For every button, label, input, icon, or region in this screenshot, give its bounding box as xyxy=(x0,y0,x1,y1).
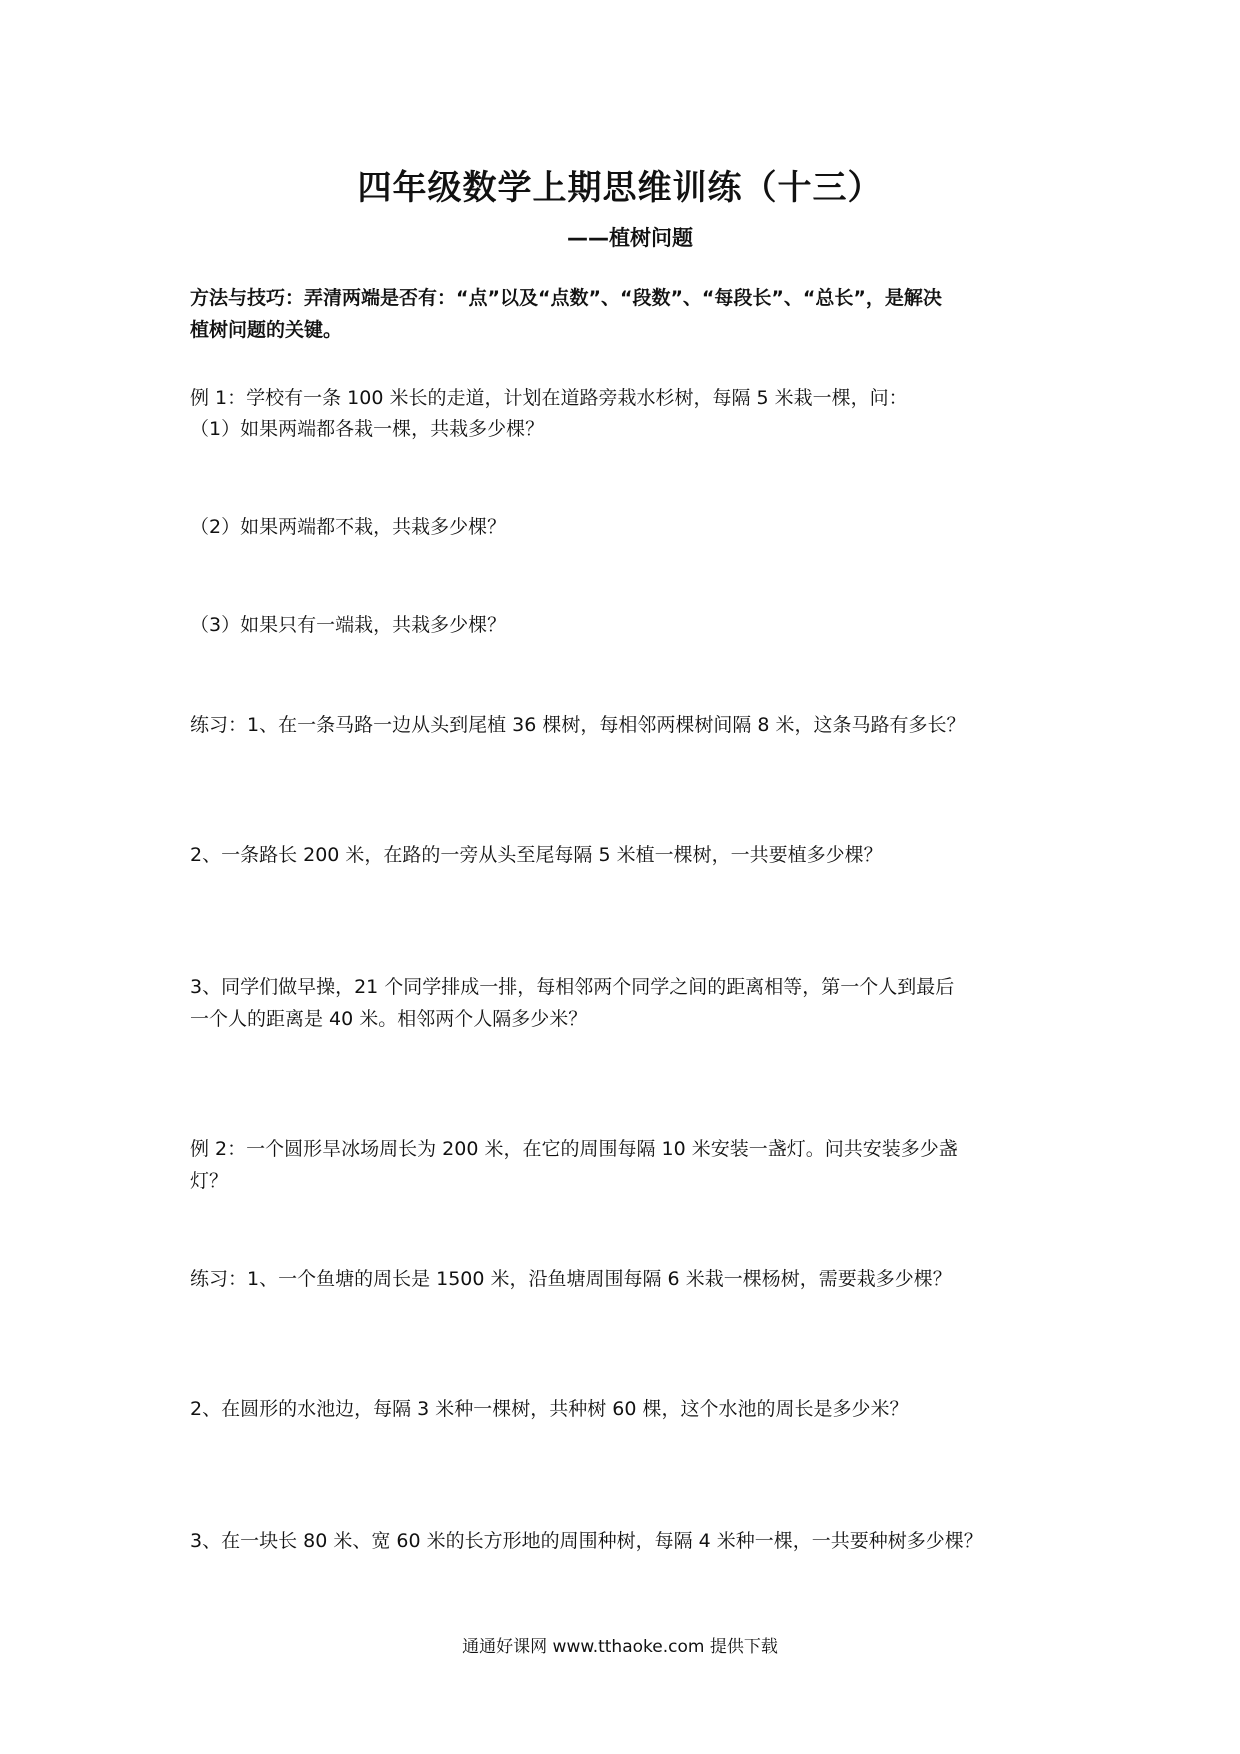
example2-line-1: 例 2：一个圆形旱冰场周长为 200 米，在它的周围每隔 10 米安装一盏灯。问共安装多少盏 xyxy=(190,1138,958,1160)
practice2-item-2: 2、在圆形的水池边，每隔 3 米种一棵树，共种树 60 棵，这个水池的周长是多少米？ xyxy=(190,1398,909,1420)
practice1-item-1: 练习：1、在一条马路一边从头到尾植 36 棵树，每相邻两棵树间隔 8 米，这条马路有多长？ xyxy=(190,714,966,736)
practice1-item-3-line-2: 一个人的距离是 40 米。相邻两个人隔多少米？ xyxy=(190,1008,588,1030)
page-subtitle: ——植树问题 xyxy=(567,226,693,250)
practice2-item-1: 练习：1、一个鱼塘的周长是 1500 米，沿鱼塘周围每隔 6 米栽一棵杨树，需要栽多少棵？ xyxy=(190,1268,952,1290)
method-line-1: 方法与技巧：弄清两端是否有：“点”以及“点数”、“段数”、“每段长”、“总长”，是解决 xyxy=(190,287,942,309)
page-title: 四年级数学上期思维训练（十三） xyxy=(357,168,883,208)
footer-source: 通通好课网 www.tthaoke.com 提供下载 xyxy=(462,1637,778,1657)
practice1-item-3-line-1: 3、同学们做早操，21 个同学排成一排，每相邻两个同学之间的距离相等，第一个人到最后 xyxy=(190,976,955,998)
example1-stem: 例 1：学校有一条 100 米长的走道，计划在道路旁栽水杉树，每隔 5 米栽一棵，问： xyxy=(190,387,908,409)
example2-line-2: 灯？ xyxy=(190,1170,229,1192)
example1-question-2: （2）如果两端都不栽，共栽多少棵？ xyxy=(190,516,507,538)
example1-question-1: （1）如果两端都各栽一棵，共栽多少棵？ xyxy=(190,418,545,440)
practice2-item-3: 3、在一块长 80 米、宽 60 米的长方形地的周围种树，每隔 4 米种一棵，一共要种树多少棵？ xyxy=(190,1530,983,1552)
method-line-2: 植树问题的关键。 xyxy=(190,319,343,341)
practice1-item-2: 2、一条路长 200 米，在路的一旁从头至尾每隔 5 米植一棵树，一共要植多少棵？ xyxy=(190,844,883,866)
example1-question-3: （3）如果只有一端栽，共栽多少棵？ xyxy=(190,614,507,636)
